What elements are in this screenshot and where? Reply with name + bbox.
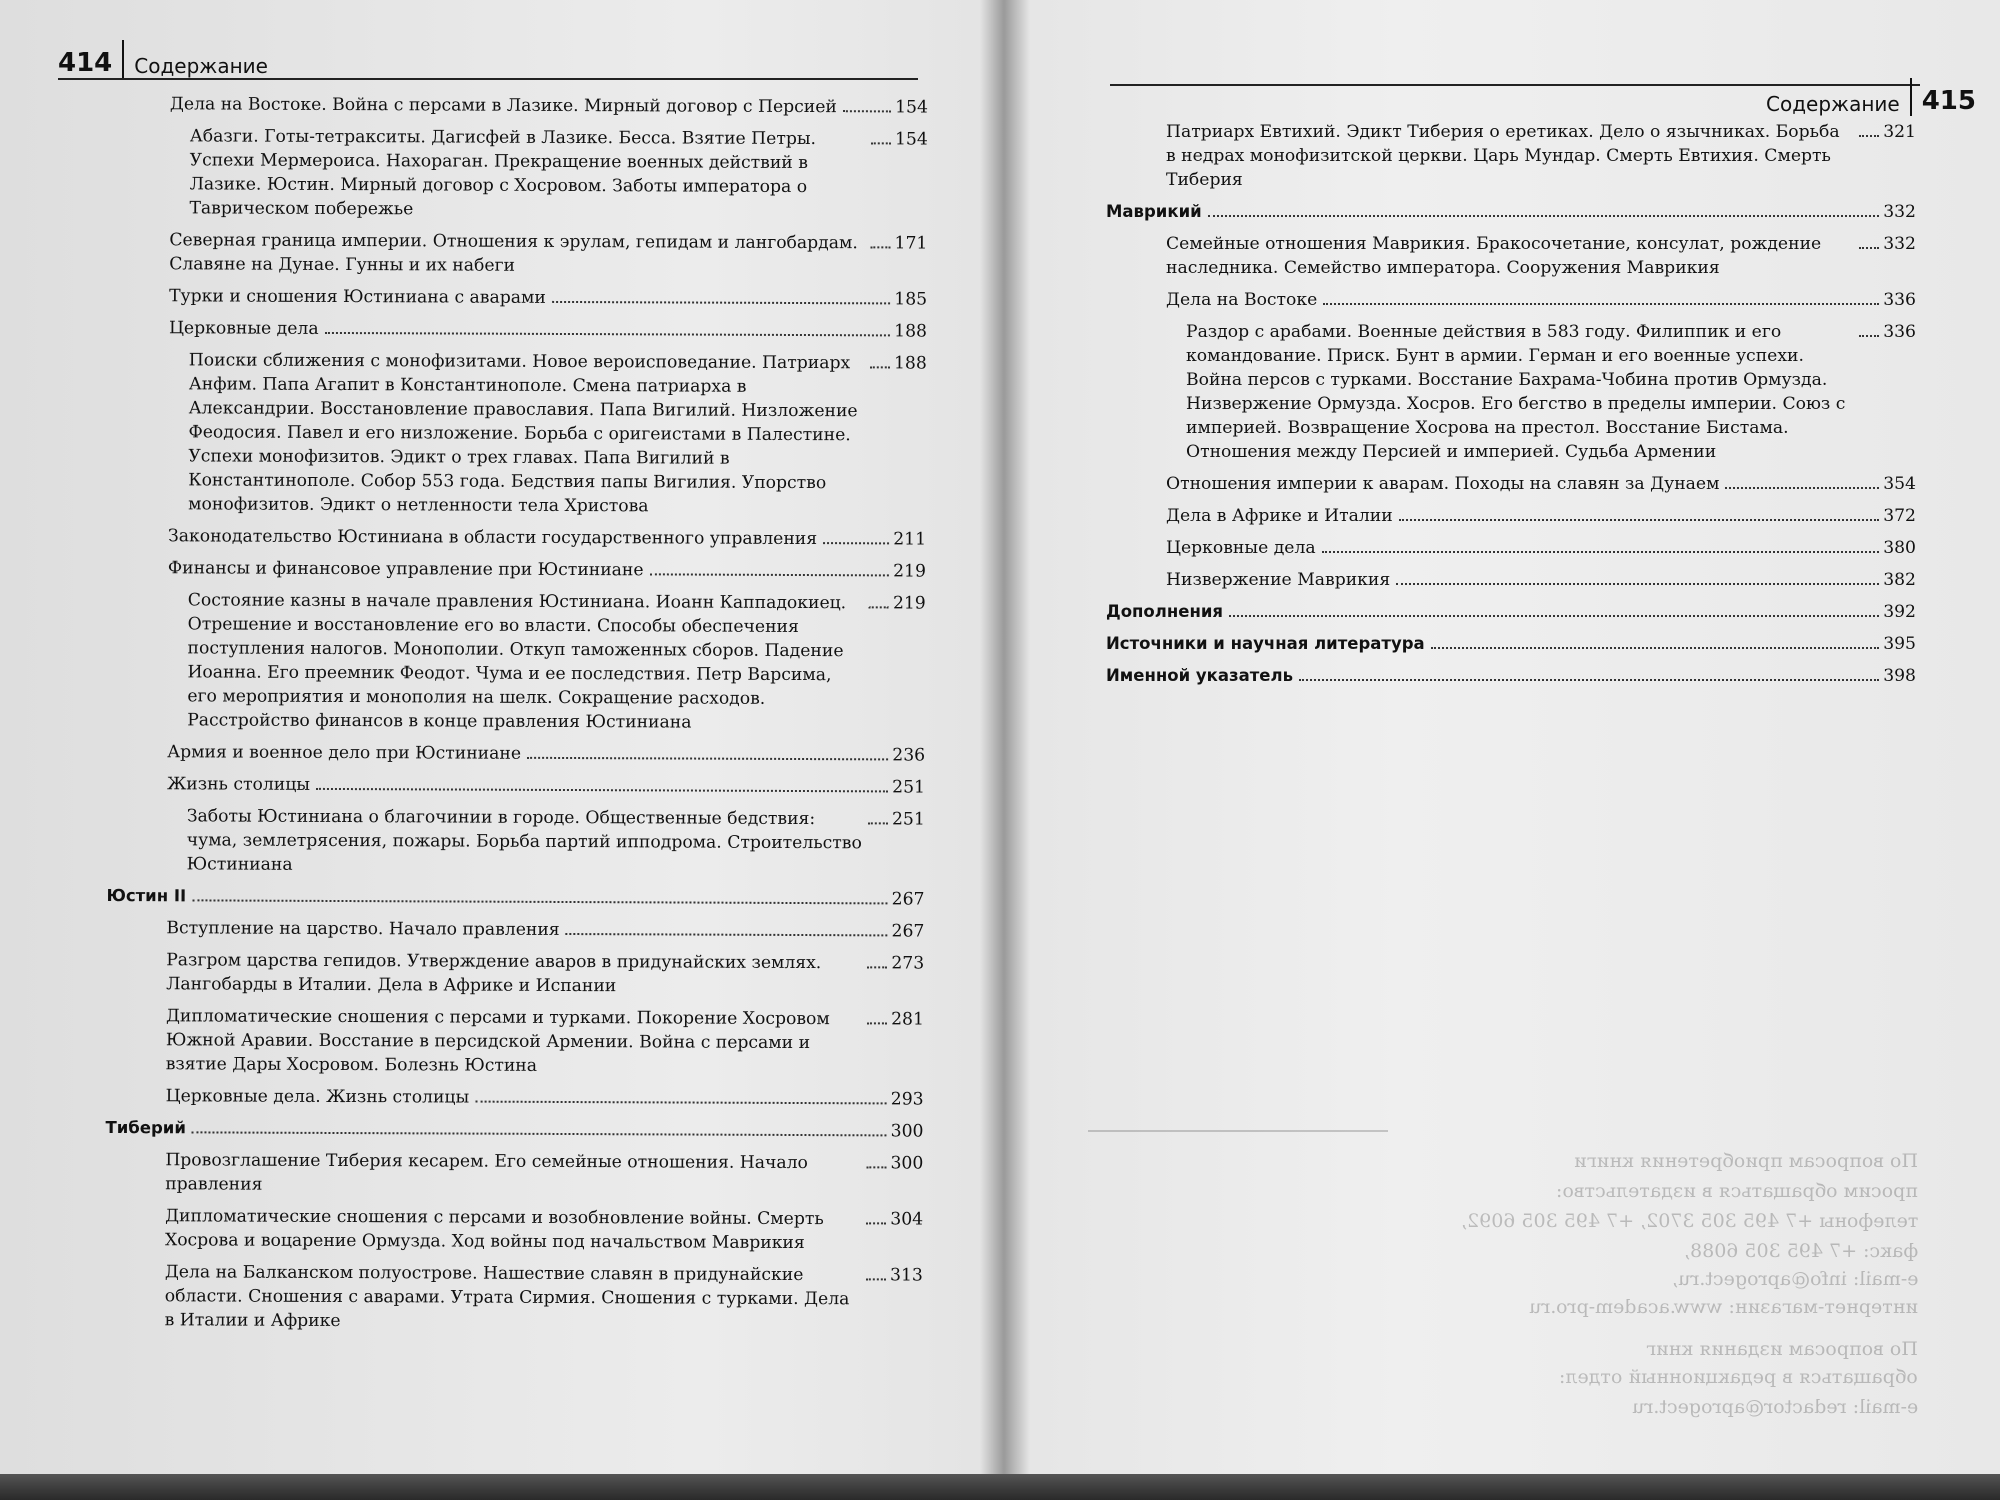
toc-entry-page: 267	[891, 889, 925, 910]
toc-entry-page: 154	[894, 129, 928, 150]
dot-leader	[192, 899, 887, 904]
toc-entry-page: 304	[890, 1209, 924, 1230]
right-section-title: Содержание	[1766, 92, 1900, 116]
toc-entry-page: 251	[892, 777, 926, 798]
dot-leader	[325, 332, 891, 336]
toc-entry-line	[1166, 568, 1916, 592]
toc-entry-line	[105, 1116, 923, 1144]
toc-entry-title: Церковные дела. Жизнь столицы	[165, 1086, 470, 1108]
toc-entry-title: Турки и сношения Юстиниана с аварами	[169, 286, 546, 308]
toc-entry-line	[1166, 120, 1916, 192]
toc-entry-title: Семейные отношения Маврикия. Бракосочетание, консулат, рождение наследника. Семейство императора. Сооружения Маврикия	[1166, 234, 1822, 278]
toc-entry	[109, 284, 927, 312]
toc-entry-line	[189, 124, 927, 223]
dot-leader	[1859, 335, 1879, 337]
toc-entry	[1106, 120, 1916, 192]
toc-entry-line	[166, 1004, 924, 1079]
toc-entry-line	[1166, 232, 1916, 280]
colophon-line: просим обращаться в издательство:	[1556, 1180, 1918, 1202]
toc-entry-page: 300	[890, 1153, 924, 1174]
dot-leader	[870, 366, 890, 368]
dot-leader	[866, 1278, 886, 1280]
toc-entry-line	[188, 348, 927, 519]
toc-entry	[1106, 232, 1916, 280]
toc-entry	[109, 316, 927, 344]
toc-entry-line	[168, 524, 926, 551]
toc-entry-title: Провозглашение Тиберия кесарем. Его семейные отношения. Начало правления	[165, 1150, 808, 1195]
dot-leader	[871, 142, 891, 144]
left-header-rule	[58, 78, 918, 80]
toc-entry	[105, 1204, 923, 1256]
toc-entry	[1106, 568, 1916, 592]
toc-entry	[1106, 288, 1916, 312]
toc-entry	[105, 1260, 923, 1336]
toc-entry-line	[187, 588, 926, 735]
toc-entry	[1106, 536, 1916, 560]
dot-leader	[1399, 519, 1879, 521]
toc-entry-line	[167, 772, 925, 799]
toc-entry-line	[169, 316, 927, 343]
left-page-number: 414	[58, 48, 113, 78]
toc-entry-line	[166, 948, 924, 999]
right-toc	[1106, 120, 1916, 696]
dot-leader	[650, 573, 890, 576]
toc-entry-line	[168, 556, 926, 583]
toc-entry-title: Вступление на царство. Начало правления	[166, 918, 560, 940]
toc-entry-title: Заботы Юстиниана о благочинии в городе. Общественные бедствия: чума, землетрясения, пожары. Борьба партий ипподрома. Строительство Юстиниана	[186, 806, 862, 875]
toc-entry-line	[187, 804, 925, 879]
toc-entry-page: 219	[893, 561, 926, 582]
colophon-line: интернет-магазин: www.academ-pro.ru	[1528, 1296, 1918, 1318]
toc-entry-title: Раздор с арабами. Военные действия в 583 году. Филиппик и его командование. Приск. Бунт в армии. Герман и его военные успехи. Война персов с турками. Восстание Бахрама-Чобина против Ормузда. Низвержение Ормузда. Хосров. Его бегство в пределы империи. Союз с империей. Возвращение Хосрова на престол. Восстание Бистама. Отношения между Персией и империей. Судьба Армении	[1186, 322, 1846, 462]
toc-entry-page: 321	[1883, 122, 1916, 142]
toc-entry	[105, 1116, 923, 1144]
toc-entry-line	[165, 1148, 923, 1199]
left-section-title: Содержание	[134, 54, 268, 78]
toc-entry-title: Разгром царства гепидов. Утверждение аваров в придунайских землях. Лангобарды в Италии. Дела в Африке и Испании	[166, 950, 822, 997]
dot-leader	[566, 933, 888, 936]
toc-entry-line	[1106, 632, 1916, 656]
toc-entry-page: 171	[894, 233, 928, 254]
toc-entry-title: Церковные дела	[168, 318, 319, 339]
dot-leader	[1229, 615, 1879, 617]
running-head-divider	[1910, 78, 1912, 116]
toc-entry	[1106, 320, 1916, 464]
toc-entry-title: Законодательство Юстиниана в области государственного управления	[168, 526, 818, 550]
toc-entry-line	[169, 228, 927, 279]
toc-entry-title: Армия и военное дело при Юстиниане	[167, 742, 522, 764]
toc-entry-page: 313	[889, 1265, 923, 1286]
toc-entry-title: Отношения империи к аварам. Походы на славян за Дунаем	[1166, 474, 1720, 494]
toc-entry-page: 293	[890, 1089, 924, 1110]
toc-entry	[109, 124, 927, 224]
toc-entry	[1106, 600, 1916, 624]
toc-entry	[108, 524, 926, 552]
colophon-line: По вопросам приобретения книги	[1574, 1150, 1918, 1172]
colophon-bleed-through	[1088, 740, 1948, 1440]
dot-leader	[192, 1131, 887, 1136]
colophon-line: По вопросам издания книг	[1646, 1338, 1918, 1360]
toc-entry-line	[1166, 472, 1916, 496]
toc-entry-line	[165, 1204, 923, 1255]
toc-entry-page: 154	[895, 97, 928, 118]
toc-entry-line	[1186, 320, 1916, 464]
toc-entry-title: Дела на Балканском полуострове. Нашествие славян в придунайские области. Сношения с аварами. Утрата Сирмия. Сношения с турками. Дела в Италии и Африке	[164, 1262, 850, 1332]
toc-entry-line	[106, 884, 924, 912]
toc-entry	[107, 588, 926, 736]
toc-entry-line	[1106, 200, 1916, 224]
toc-entry-title: Патриарх Евтихий. Эдикт Тиберия о еретиках. Дело о язычниках. Борьба в недрах монофизитской церкви. Царь Мундар. Смерть Евтихия. Смерть Тиберия	[1166, 122, 1840, 190]
toc-entry	[1106, 472, 1916, 496]
toc-entry-page: 251	[891, 809, 925, 830]
colophon-line: факс: +7 495 305 6088,	[1683, 1240, 1918, 1262]
toc-entry-page: 332	[1883, 202, 1916, 222]
toc-entry	[107, 772, 925, 800]
toc-entry-page: 372	[1883, 506, 1916, 526]
dot-leader	[868, 822, 888, 824]
toc-entry-line	[170, 92, 928, 119]
colophon-line: e-mail: redactor@aprogect.ru	[1631, 1396, 1918, 1418]
dot-leader	[1396, 583, 1879, 585]
left-running-head	[58, 40, 268, 78]
toc-entry-title: Финансы и финансовое управление при Юстиниане	[167, 558, 644, 581]
toc-entry-page: 336	[1883, 322, 1916, 342]
dot-leader	[1323, 303, 1879, 305]
toc-entry	[110, 92, 928, 120]
colophon-line: обращаться в редакционный отдел:	[1559, 1366, 1918, 1388]
toc-entry-line	[1166, 288, 1916, 312]
toc-entry-title: Маврикий	[1106, 202, 1202, 221]
toc-entry	[108, 348, 927, 520]
toc-entry-title: Северная граница империи. Отношения к эрулам, гепидам и лангобардам. Славяне на Дунае. Гунны и их набеги	[169, 230, 858, 276]
toc-entry-page: 382	[1883, 570, 1916, 590]
toc-entry-page: 219	[892, 593, 926, 614]
toc-entry-line	[166, 1084, 924, 1111]
toc-entry-page: 188	[894, 321, 928, 342]
toc-entry-title: Юстин II	[106, 885, 187, 906]
colophon-line: телефоны +7 495 305 3702, +7 495 305 6092,	[1460, 1210, 1918, 1232]
toc-entry-title: Состояние казны в начале правления Юстиниана. Иоанн Каппадокиец. Отрешение и восстановление его во власти. Способы обеспечения поступления налогов. Монополии. Откуп таможенных сборов. Падение Иоанна. Его преемник Феодот. Чума и ее последствия. Петр Варсима, его мероприятия и монополия на шелк. Сокращение расходов. Расстройство финансов в конце правления Юстиниана	[187, 590, 847, 733]
toc-entry	[1106, 504, 1916, 528]
colophon-line: e-mail: info@aprogect.ru,	[1671, 1268, 1918, 1290]
toc-entry-page: 336	[1883, 290, 1916, 310]
toc-entry-page: 392	[1883, 602, 1916, 622]
dot-leader	[871, 246, 891, 248]
dot-leader	[1322, 551, 1880, 553]
dot-leader	[552, 301, 890, 304]
toc-entry-line	[1166, 504, 1916, 528]
toc-entry	[107, 740, 925, 768]
right-running-head	[1766, 78, 1976, 116]
toc-entry-page: 380	[1883, 538, 1916, 558]
toc-entry-line	[1106, 664, 1916, 688]
toc-entry-line	[1106, 600, 1916, 624]
toc-entry-page: 211	[893, 529, 927, 550]
toc-entry-page: 281	[891, 1009, 925, 1030]
toc-entry	[1106, 632, 1916, 656]
toc-entry-title: Дела в Африке и Италии	[1166, 506, 1393, 526]
toc-entry-page: 300	[890, 1121, 924, 1142]
toc-entry-line	[165, 1260, 923, 1335]
toc-entry-page: 188	[893, 353, 927, 374]
toc-entry-title: Дела на Востоке	[1166, 290, 1318, 310]
toc-entry-title: Дела на Востоке. Война с персами в Лазике. Мирный договор с Персией	[169, 94, 837, 118]
dot-leader	[1299, 679, 1879, 681]
toc-entry-page: 398	[1883, 666, 1916, 686]
toc-entry-page: 267	[891, 921, 925, 942]
toc-entry-title: Тиберий	[105, 1117, 186, 1138]
toc-entry	[106, 916, 924, 944]
toc-entry	[109, 228, 927, 280]
dot-leader	[866, 1222, 886, 1224]
toc-entry-page: 273	[891, 953, 925, 974]
left-toc	[105, 92, 928, 1344]
toc-entry-title: Источники и научная литература	[1106, 634, 1425, 653]
colophon-separator	[1088, 1130, 1388, 1132]
dot-leader	[867, 966, 887, 968]
dot-leader	[1208, 215, 1879, 217]
dot-leader	[1859, 135, 1879, 137]
toc-entry	[106, 948, 924, 1000]
toc-entry-line	[167, 740, 925, 767]
dot-leader	[1725, 487, 1879, 489]
toc-entry	[1106, 200, 1916, 224]
dot-leader	[316, 788, 888, 792]
toc-entry	[108, 556, 926, 584]
toc-entry-title: Абазги. Готы-тетракситы. Дагисфей в Лазике. Бесса. Взятие Петры. Успехи Мермероиса. Нахораган. Прекращение военных действий в Лазике. Юстин. Мирный договор с Хосровом. Заботы императора о Таврическом побережье	[189, 126, 817, 220]
toc-entry	[106, 1004, 924, 1080]
toc-entry-title: Именной указатель	[1106, 666, 1294, 685]
toc-entry-title: Церковные дела	[1166, 538, 1316, 558]
table-surface	[0, 1474, 2000, 1500]
toc-entry	[106, 1084, 924, 1112]
dot-leader	[1431, 647, 1879, 649]
toc-entry-title: Дипломатические сношения с персами и возобновление войны. Смерть Хосрова и воцарение Ормузда. Ход войны под начальством Маврикия	[164, 1206, 824, 1254]
dot-leader	[823, 542, 889, 544]
toc-entry	[105, 1148, 923, 1200]
toc-entry	[106, 884, 924, 912]
dot-leader	[475, 1101, 887, 1105]
toc-entry-page: 185	[894, 289, 928, 310]
dot-leader	[866, 1166, 886, 1168]
toc-entry	[107, 804, 925, 880]
right-page-number: 415	[1921, 86, 1976, 116]
toc-entry-page: 332	[1883, 234, 1916, 254]
toc-entry-title: Дополнения	[1106, 602, 1223, 621]
dot-leader	[843, 110, 891, 112]
dot-leader	[527, 757, 888, 761]
dot-leader	[869, 606, 889, 608]
toc-entry	[1106, 664, 1916, 688]
toc-entry-line	[166, 916, 924, 943]
toc-entry-line	[1166, 536, 1916, 560]
right-page	[1018, 0, 2000, 1480]
toc-entry-page: 236	[892, 745, 926, 766]
toc-entry-page: 354	[1883, 474, 1916, 494]
toc-entry-title: Поиски сближения с монофизитами. Новое вероисповедание. Патриарх Анфим. Папа Агапит в Константинополе. Смена патриарха в Александрии. Восстановление православия. Папа Вигилий. Низложение Феодосия. Павел и его низложение. Борьба с оригеистами в Палестине. Успехи монофизитов. Эдикт о трех главах. Папа Вигилий в Константинополе. Собор 553 года. Бедствия папы Вигилия. Упорство монофизитов. Эдикт о нетленности тела Христова	[188, 350, 858, 517]
dot-leader	[867, 1022, 887, 1024]
toc-entry-title: Жизнь столицы	[166, 774, 311, 795]
left-page	[0, 0, 990, 1480]
toc-entry-line	[169, 284, 927, 311]
dot-leader	[1859, 247, 1879, 249]
toc-entry-title: Низвержение Маврикия	[1166, 570, 1391, 590]
running-head-divider	[122, 40, 124, 78]
toc-entry-page: 395	[1883, 634, 1916, 654]
toc-entry-title: Дипломатические сношения с персами и турками. Покорение Хосровом Южной Аравии. Восстание в персидской Армении. Война с персами и взятие Дары Хосровом. Болезнь Юстина	[165, 1006, 830, 1076]
